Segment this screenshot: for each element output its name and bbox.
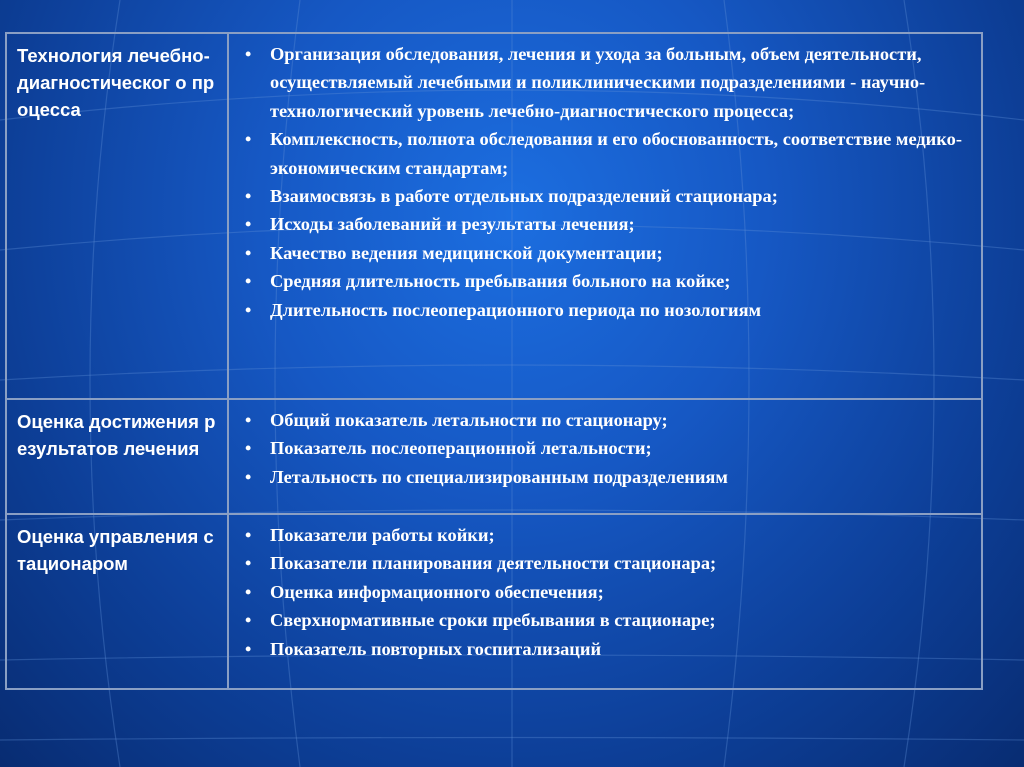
table-row xyxy=(7,34,981,400)
criteria-table xyxy=(5,32,983,690)
bullet-icon: • xyxy=(245,610,252,631)
bullet-list xyxy=(245,521,971,663)
bullet-icon: • xyxy=(245,44,252,64)
list-item: • Средняя длительность пребывания больного на койке; xyxy=(245,267,971,295)
row-heading-cell xyxy=(7,34,229,398)
bullet-list xyxy=(245,406,971,491)
list-item: • Длительность послеоперационного периода по нозологиям xyxy=(245,296,971,324)
bullet-icon: • xyxy=(245,466,252,487)
bullet-icon: • xyxy=(245,410,252,430)
list-item: • Показатели планирования деятельности стационара; xyxy=(245,549,971,577)
list-item: • Показатель повторных госпитализаций xyxy=(245,635,971,663)
bullet-icon: • xyxy=(245,553,252,574)
list-item: • Качество ведения медицинской документации; xyxy=(245,239,971,267)
bullet-icon: • xyxy=(245,129,252,150)
bullet-icon: • xyxy=(245,242,252,263)
table-row xyxy=(7,515,981,688)
row-items-cell xyxy=(229,515,981,688)
bullet-icon: • xyxy=(245,214,252,235)
list-item: • Взаимосвязь в работе отдельных подразделений стационара; xyxy=(245,182,971,210)
bullet-icon: • xyxy=(245,271,252,292)
row-heading: Оценка достижения результатов лечения xyxy=(17,411,216,459)
row-heading-cell xyxy=(7,400,229,513)
list-item: • Общий показатель летальности по стационару; xyxy=(245,406,971,434)
table-row xyxy=(7,400,981,515)
bullet-icon: • xyxy=(245,525,252,545)
bullet-icon: • xyxy=(245,438,252,459)
row-items-cell xyxy=(229,34,981,398)
bullet-icon: • xyxy=(245,638,252,659)
row-heading: Технология лечебно-диагностическог о процесса xyxy=(17,45,215,120)
list-item: • Организация обследования, лечения и ухода за больным, объем деятельности, осуществляемый лечебными и поликлиническими подразделениями - научно-технологический уровень лечебно-диагностического процесса; xyxy=(245,40,971,125)
list-item: • Сверхнормативные сроки пребывания в стационаре; xyxy=(245,606,971,634)
list-item: • Летальность по специализированным подразделениям xyxy=(245,463,971,491)
list-item: • Исходы заболеваний и результаты лечения; xyxy=(245,210,971,238)
bullet-icon: • xyxy=(245,299,252,320)
row-heading: Оценка управления стационаром xyxy=(17,526,214,574)
list-item: • Оценка информационного обеспечения; xyxy=(245,578,971,606)
list-item: • Комплексность, полнота обследования и его обоснованность, соответствие медико-экономическим стандартам; xyxy=(245,125,971,182)
list-item: • Показатели работы койки; xyxy=(245,521,971,549)
bullet-list xyxy=(245,40,971,324)
bullet-icon: • xyxy=(245,186,252,207)
list-item: • Показатель послеоперационной летальности; xyxy=(245,434,971,462)
bullet-icon: • xyxy=(245,581,252,602)
row-heading-cell xyxy=(7,515,229,688)
row-items-cell xyxy=(229,400,981,513)
